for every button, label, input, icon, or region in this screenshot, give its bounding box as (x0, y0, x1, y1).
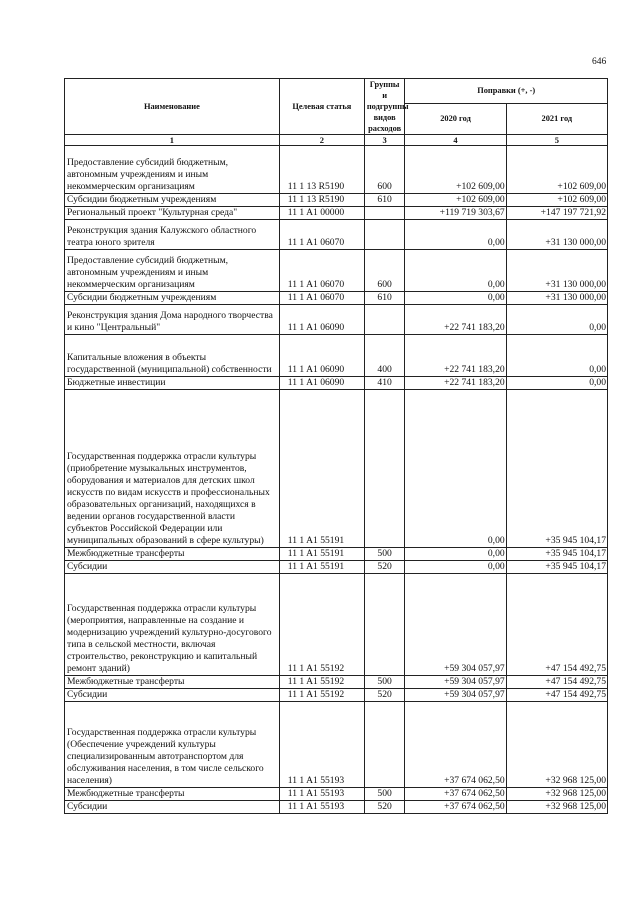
row-amount-2020: +59 304 057,97 (405, 689, 506, 702)
column-index-3: 3 (364, 135, 405, 146)
row-name: Предоставление субсидий бюджетным, автономным учреждениям и иным некоммерческим организациям (65, 250, 280, 292)
table-row (65, 194, 608, 207)
row-amount-2020: 0,00 (405, 250, 506, 292)
row-target-article: 11 1 A1 55193 (279, 702, 364, 788)
row-name: Государственная поддержка отрасли культуры (мероприятия, направленные на создание и модернизацию учреждений культурно-досугового типа в сельской местности, включая строительство, реконструкцию и капитальный ремонт зданий) (65, 574, 280, 676)
table-body (65, 146, 608, 814)
row-amount-2020: +119 719 303,67 (405, 207, 506, 220)
row-expense-group (364, 305, 405, 335)
row-target-article: 11 1 A1 06070 (279, 250, 364, 292)
row-name: Межбюджетные трансферты (65, 676, 280, 689)
row-name: Субсидии бюджетным учреждениям (65, 292, 280, 305)
row-target-article: 11 1 A1 55191 (279, 390, 364, 548)
row-target-article: 11 1 A1 06070 (279, 220, 364, 250)
row-target-article: 11 1 A1 06090 (279, 377, 364, 390)
row-expense-group (364, 207, 405, 220)
row-amount-2020: +22 741 183,20 (405, 377, 506, 390)
row-name: Государственная поддержка отрасли культуры (приобретение музыкальных инструментов, оборудования и материалов для детских школ искусств по видам искусств и профессиональных образовательных организаций, находящихся в ведении органов государственной власти субъектов Российской Федерации или муниципальных образований в сфере культуры) (65, 390, 280, 548)
table-row (65, 801, 608, 814)
row-name: Межбюджетные трансферты (65, 548, 280, 561)
row-amount-2021: +35 945 104,17 (506, 561, 607, 574)
row-target-article: 11 1 A1 55192 (279, 689, 364, 702)
row-amount-2020: +22 741 183,20 (405, 305, 506, 335)
header-amendments: Поправки (+, -) (405, 79, 608, 104)
page-number: 646 (592, 57, 607, 67)
row-amount-2020: +37 674 062,50 (405, 801, 506, 814)
row-target-article: 11 1 A1 55193 (279, 801, 364, 814)
row-expense-group: 500 (364, 788, 405, 801)
row-target-article: 11 1 A1 06090 (279, 305, 364, 335)
row-amount-2021: +31 130 000,00 (506, 250, 607, 292)
row-amount-2020: +59 304 057,97 (405, 574, 506, 676)
budget-table-container (64, 78, 608, 814)
table-row (65, 390, 608, 548)
row-expense-group: 610 (364, 292, 405, 305)
row-amount-2021: +32 968 125,00 (506, 801, 607, 814)
row-amount-2021: 0,00 (506, 377, 607, 390)
column-index-5: 5 (506, 135, 607, 146)
row-amount-2020: +37 674 062,50 (405, 788, 506, 801)
row-amount-2021: +47 154 492,75 (506, 574, 607, 676)
row-name: Субсидии (65, 801, 280, 814)
row-expense-group: 500 (364, 548, 405, 561)
row-name: Реконструкция здания Калужского областного театра юного зрителя (65, 220, 280, 250)
row-expense-group (364, 390, 405, 548)
row-name: Бюджетные инвестиции (65, 377, 280, 390)
table-row (65, 676, 608, 689)
table-row (65, 207, 608, 220)
budget-amendments-table (64, 78, 608, 814)
table-row (65, 335, 608, 377)
row-amount-2020: +59 304 057,97 (405, 676, 506, 689)
table-row (65, 788, 608, 801)
row-name: Межбюджетные трансферты (65, 788, 280, 801)
row-amount-2021: +47 154 492,75 (506, 689, 607, 702)
row-target-article: 11 1 A1 55193 (279, 788, 364, 801)
row-target-article: 11 1 A1 06090 (279, 335, 364, 377)
row-amount-2020: 0,00 (405, 390, 506, 548)
header-name: Наименование (65, 79, 280, 135)
row-amount-2021: +147 197 721,92 (506, 207, 607, 220)
row-expense-group: 520 (364, 801, 405, 814)
row-name: Региональный проект "Культурная среда" (65, 207, 280, 220)
row-amount-2021: 0,00 (506, 335, 607, 377)
row-name: Субсидии (65, 689, 280, 702)
row-amount-2021: +35 945 104,17 (506, 390, 607, 548)
column-index-4: 4 (405, 135, 506, 146)
table-row (65, 146, 608, 194)
row-expense-group: 410 (364, 377, 405, 390)
row-name: Субсидии бюджетным учреждениям (65, 194, 280, 207)
row-amount-2021: +47 154 492,75 (506, 676, 607, 689)
row-expense-group: 610 (364, 194, 405, 207)
column-index-1: 1 (65, 135, 280, 146)
row-amount-2021: +32 968 125,00 (506, 788, 607, 801)
row-name: Реконструкция здания Дома народного творчества и кино "Центральный" (65, 305, 280, 335)
row-expense-group (364, 702, 405, 788)
column-index-2: 2 (279, 135, 364, 146)
row-amount-2020: +102 609,00 (405, 146, 506, 194)
table-row (65, 220, 608, 250)
row-target-article: 11 1 13 R5190 (279, 146, 364, 194)
header-year-2020: 2020 год (405, 103, 506, 134)
row-amount-2020: 0,00 (405, 292, 506, 305)
row-amount-2021: +32 968 125,00 (506, 702, 607, 788)
row-amount-2020: +22 741 183,20 (405, 335, 506, 377)
row-expense-group (364, 574, 405, 676)
row-expense-group: 400 (364, 335, 405, 377)
table-row (65, 305, 608, 335)
row-target-article: 11 1 A1 55192 (279, 574, 364, 676)
row-target-article: 11 1 A1 55191 (279, 548, 364, 561)
row-expense-group: 600 (364, 146, 405, 194)
table-row (65, 250, 608, 292)
row-amount-2020: +37 674 062,50 (405, 702, 506, 788)
table-row (65, 377, 608, 390)
row-expense-group: 520 (364, 561, 405, 574)
header-target-article: Целевая статья (279, 79, 364, 135)
table-row (65, 561, 608, 574)
row-name: Капитальные вложения в объекты государственной (муниципальной) собственности (65, 335, 280, 377)
row-amount-2021: +102 609,00 (506, 146, 607, 194)
row-target-article: 11 1 A1 55192 (279, 676, 364, 689)
row-amount-2021: +31 130 000,00 (506, 292, 607, 305)
table-row (65, 548, 608, 561)
row-amount-2021: +35 945 104,17 (506, 548, 607, 561)
row-target-article: 11 1 A1 06070 (279, 292, 364, 305)
table-row (65, 702, 608, 788)
row-expense-group: 600 (364, 250, 405, 292)
row-name: Государственная поддержка отрасли культуры (Обеспечение учреждений культуры специализированным автотранспортом для обслуживания населения, в том числе сельского населения) (65, 702, 280, 788)
table-row (65, 689, 608, 702)
row-expense-group: 500 (364, 676, 405, 689)
table-row (65, 574, 608, 676)
row-name: Предоставление субсидий бюджетным, автономным учреждениям и иным некоммерческим организациям (65, 146, 280, 194)
row-amount-2020: 0,00 (405, 220, 506, 250)
row-amount-2021: +102 609,00 (506, 194, 607, 207)
header-year-2021: 2021 год (506, 103, 607, 134)
row-target-article: 11 1 13 R5190 (279, 194, 364, 207)
row-amount-2020: 0,00 (405, 561, 506, 574)
row-expense-group (364, 220, 405, 250)
row-target-article: 11 1 A1 55191 (279, 561, 364, 574)
row-name: Субсидии (65, 561, 280, 574)
row-amount-2021: +31 130 000,00 (506, 220, 607, 250)
row-target-article: 11 1 A1 00000 (279, 207, 364, 220)
row-amount-2020: +102 609,00 (405, 194, 506, 207)
table-row (65, 292, 608, 305)
header-expense-groups: Группы и подгруппы видов расходов (364, 79, 405, 135)
row-expense-group: 520 (364, 689, 405, 702)
row-amount-2020: 0,00 (405, 548, 506, 561)
row-amount-2021: 0,00 (506, 305, 607, 335)
